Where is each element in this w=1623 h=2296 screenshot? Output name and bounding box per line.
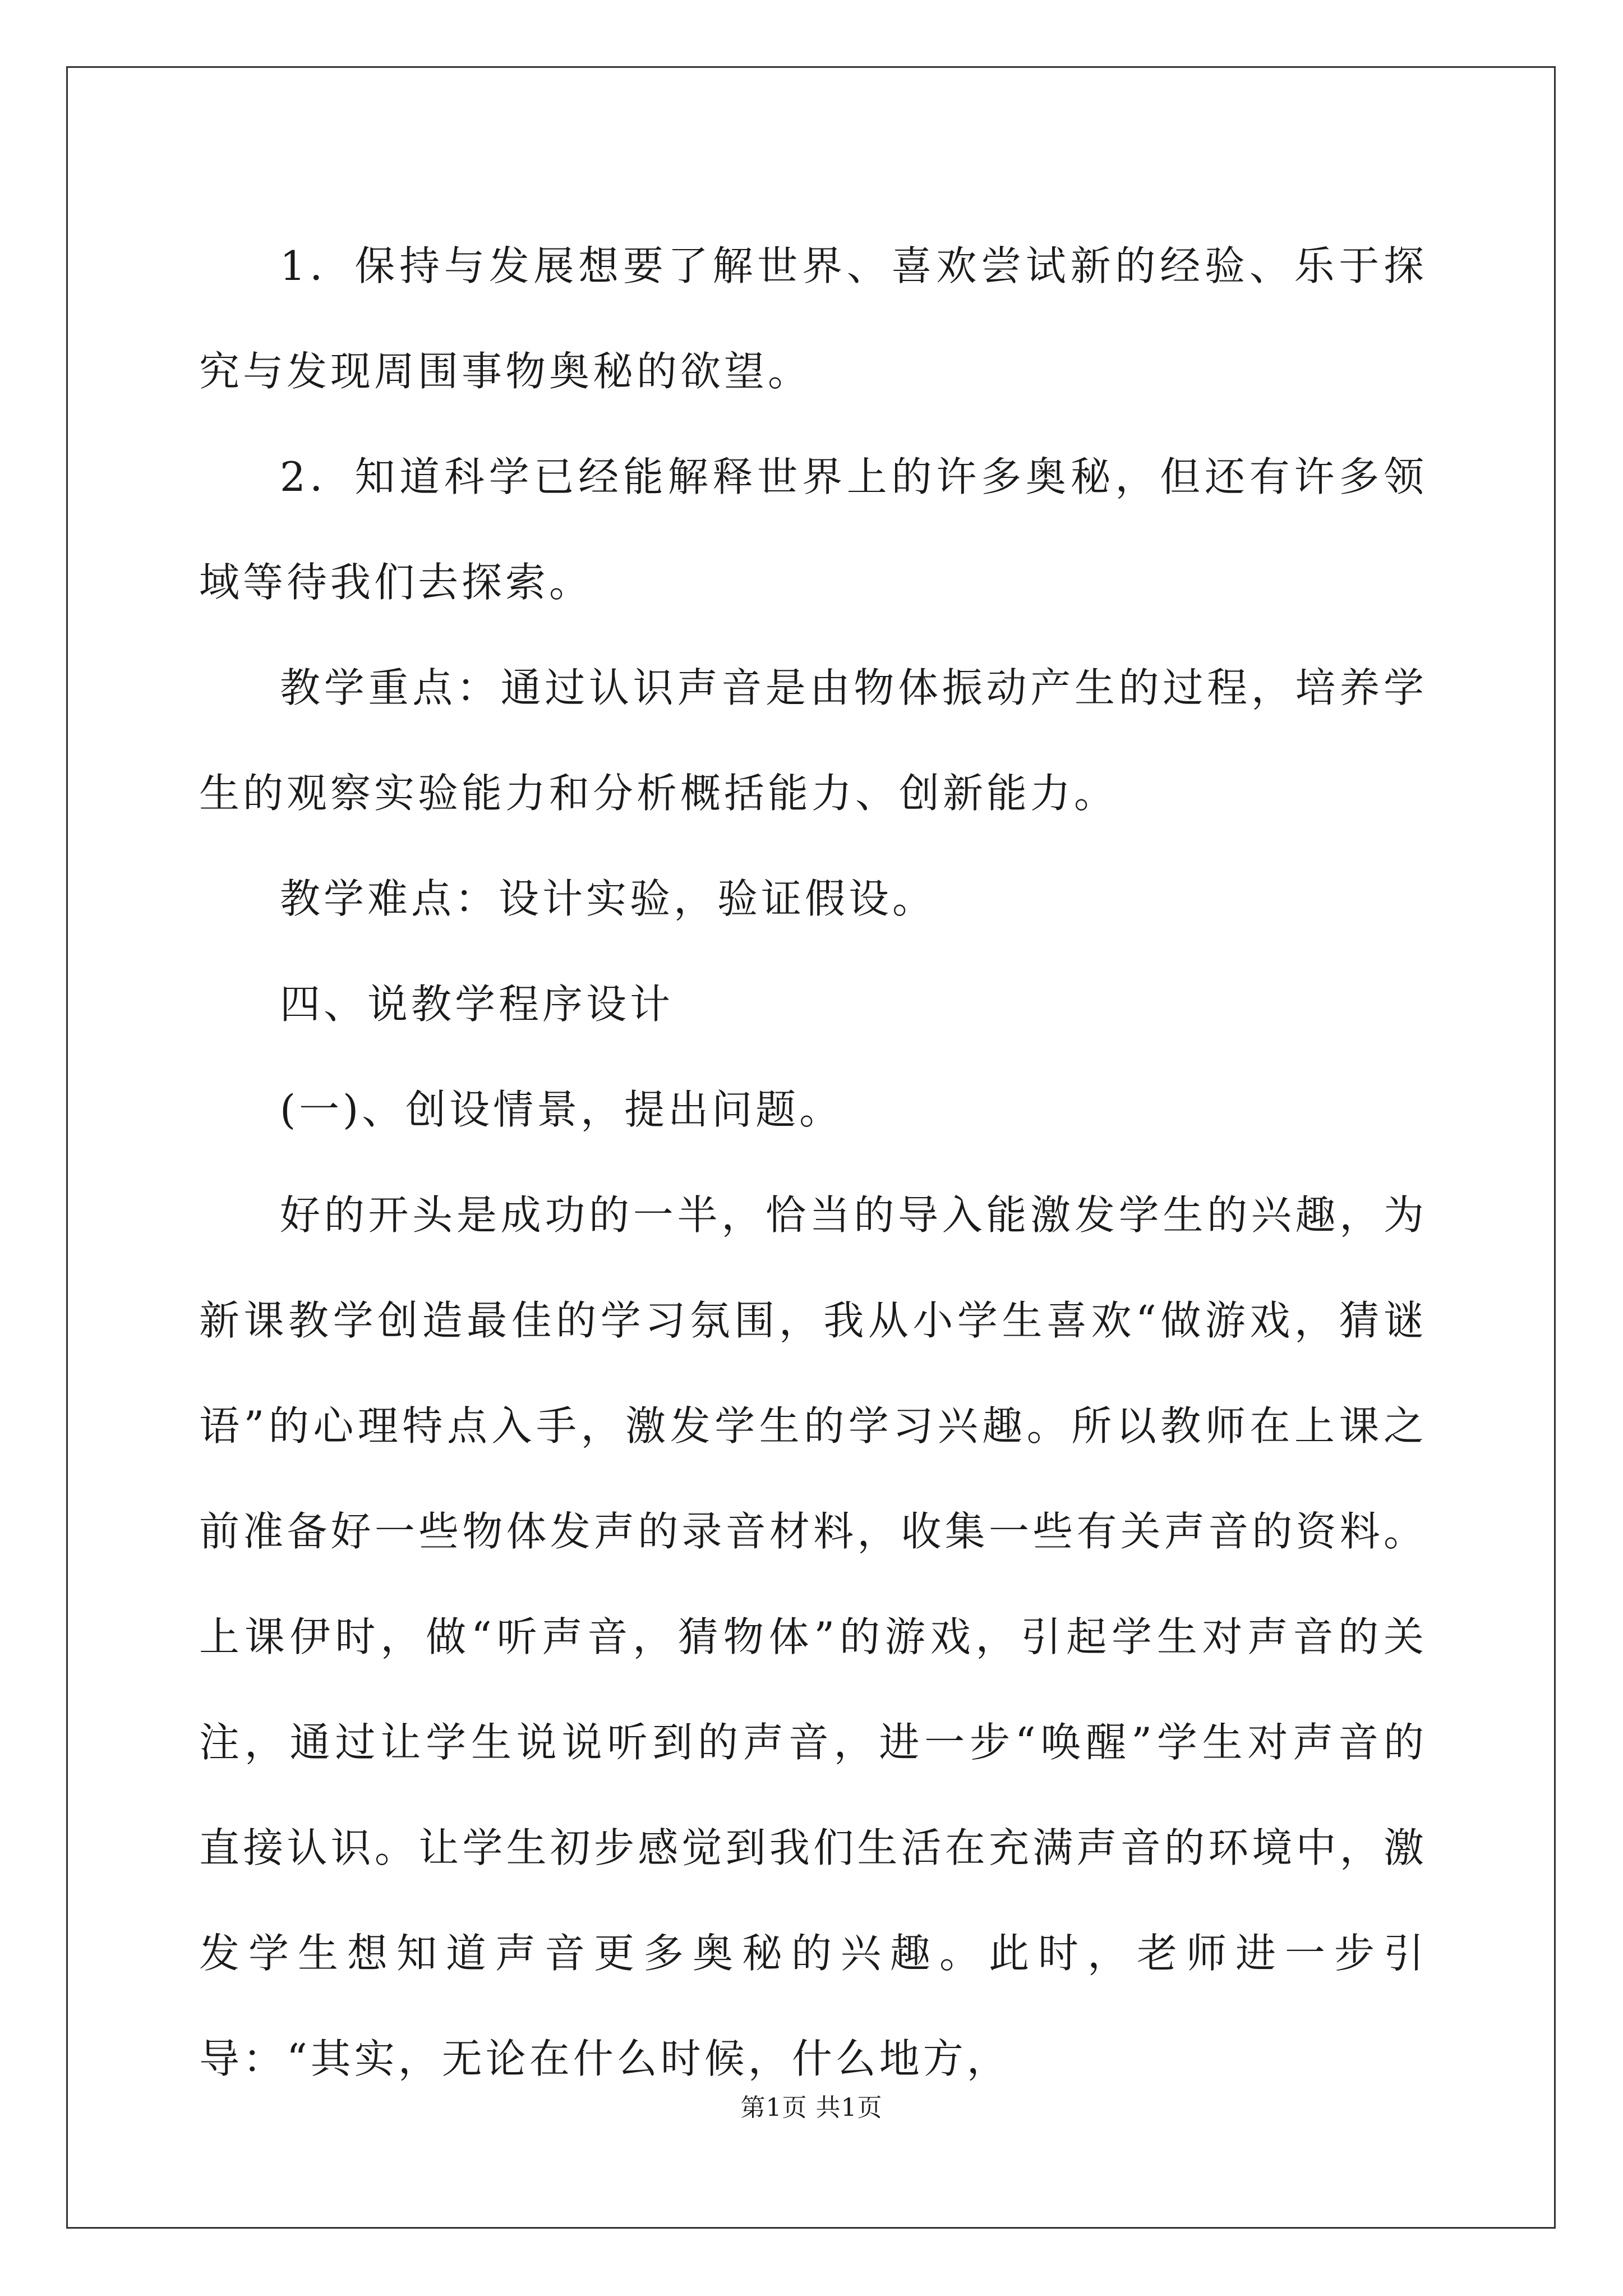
paragraph-teaching-difficulty: 教学难点：设计实验，验证假设。 bbox=[280, 875, 937, 922]
paragraph-teaching-focus: 教学重点：通过认识声音是由物体振动产生的过程，培养学生的观察实验能力和分析概括能力、创新能力。 bbox=[199, 664, 1427, 817]
section-heading: 四、说教学程序设计 bbox=[280, 981, 674, 1028]
document-body bbox=[199, 213, 1427, 2111]
paragraph-objective-2: 2．知道科学已经能解释世界上的许多奥秘，但还有许多领域等待我们去探索。 bbox=[199, 453, 1427, 606]
paragraph-objective-1: 1．保持与发展想要了解世界、喜欢尝试新的经验、乐于探究与发现周围事物奥秘的欲望。 bbox=[199, 242, 1427, 395]
page-footer: 第1页 共1页 bbox=[740, 2093, 883, 2122]
paragraph-introduction: 好的开头是成功的一半，恰当的导入能激发学生的兴趣，为新课教学创造最佳的学习氛围，我从小学生喜欢“做游戏，猜谜语”的心理特点入手，激发学生的学习兴趣。所以教师在上课之前准备好一些物体发声的录音材料，收集一些有关声音的资料。上课伊时，做“听声音，猜物体”的游戏，引起学生对声音的关注，通过让学生说说听到的声音，进一步“唤醒”学生对声音的直接认识。让学生初步感觉到我们生活在充满声音的环境中，激发学生想知道声音更多奥秘的兴趣。此时，老师进一步引导：“其实，无论在什么时候，什么地方， bbox=[199, 1191, 1427, 2082]
subsection-heading: (一)、创设情景，提出问题。 bbox=[280, 1086, 843, 1133]
